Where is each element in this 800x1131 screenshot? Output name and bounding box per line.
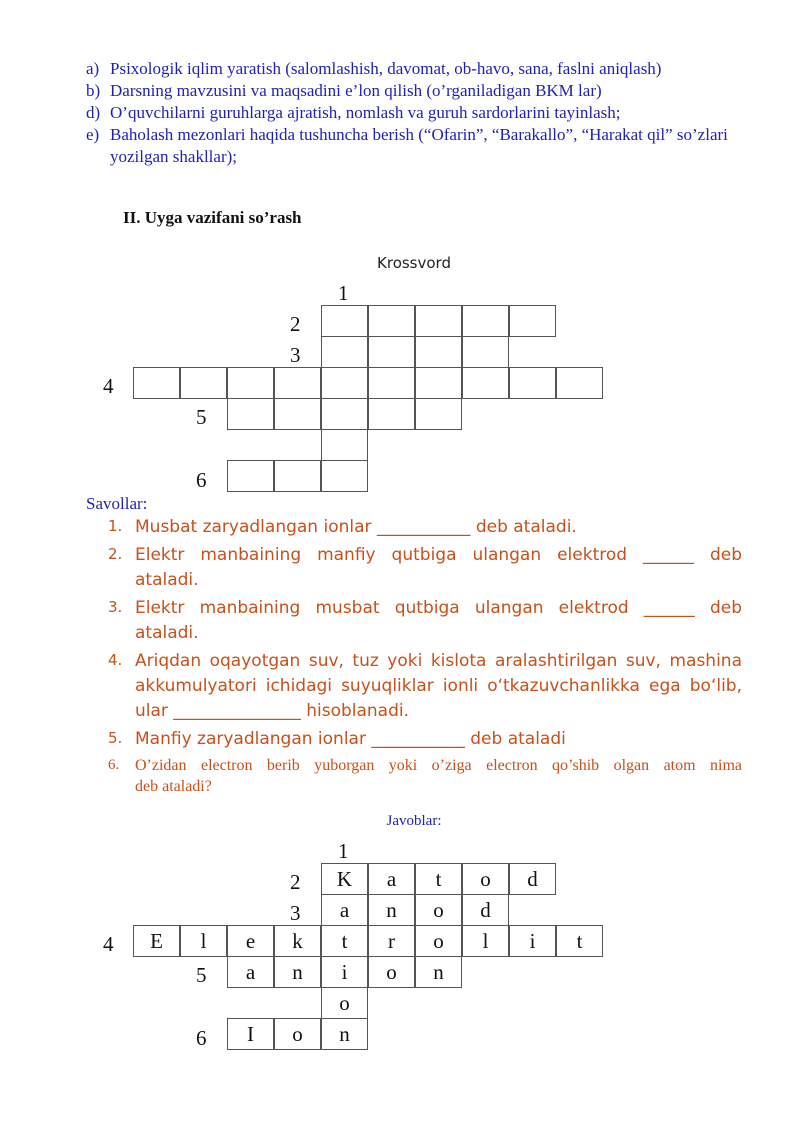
answer-cell: l	[180, 925, 227, 957]
answer-cell: t	[321, 925, 368, 957]
answer-cell: E	[133, 925, 180, 957]
intro-marker: b)	[86, 81, 101, 100]
question-line: ataladi.	[135, 570, 199, 590]
answer-cell: n	[368, 894, 415, 926]
crossword-cell[interactable]	[509, 367, 556, 399]
questions-label: Savollar:	[86, 494, 148, 513]
answers-number: 5	[196, 963, 207, 987]
crossword-cell[interactable]	[368, 336, 415, 368]
crossword-number: 3	[290, 343, 301, 367]
answer-cell: a	[368, 863, 415, 895]
crossword-cell[interactable]	[227, 460, 274, 492]
answer-cell: e	[227, 925, 274, 957]
question-item	[108, 596, 742, 646]
answer-cell: n	[321, 1018, 368, 1050]
question-number: 1.	[108, 517, 123, 535]
answer-cell: d	[462, 894, 509, 926]
answers-number: 4	[103, 932, 114, 956]
intro-item	[86, 124, 746, 168]
crossword-number: 1	[338, 281, 349, 305]
crossword-number: 5	[196, 405, 207, 429]
question-line: deb ataladi?	[135, 778, 212, 795]
crossword-cell[interactable]	[321, 429, 368, 461]
crossword-cell[interactable]	[368, 305, 415, 337]
answer-cell: o	[415, 894, 462, 926]
question-item	[108, 515, 742, 540]
answer-cell: K	[321, 863, 368, 895]
crossword-cell[interactable]	[321, 398, 368, 430]
crossword-cell[interactable]	[415, 305, 462, 337]
answer-cell: d	[509, 863, 556, 895]
crossword-cell[interactable]	[415, 398, 462, 430]
questions-list	[108, 515, 742, 800]
crossword-number: 2	[290, 312, 301, 336]
answer-cell: i	[321, 956, 368, 988]
question-item	[108, 649, 742, 724]
answer-cell: r	[368, 925, 415, 957]
answer-cell: o	[462, 863, 509, 895]
intro-item	[86, 58, 746, 80]
answers-number: 1	[338, 839, 349, 863]
crossword-cell[interactable]	[274, 367, 321, 399]
question-line: ataladi.	[135, 623, 199, 643]
crossword-cell[interactable]	[509, 305, 556, 337]
answer-cell: t	[556, 925, 603, 957]
crossword-cell[interactable]	[180, 367, 227, 399]
crossword-cell[interactable]	[321, 367, 368, 399]
intro-item	[86, 80, 746, 102]
answers-title: Javoblar:	[386, 813, 442, 829]
crossword-cell[interactable]	[321, 336, 368, 368]
answers-number: 3	[290, 901, 301, 925]
answers-number: 2	[290, 870, 301, 894]
question-number: 4.	[108, 651, 123, 669]
crossword-cell[interactable]	[274, 460, 321, 492]
question-number: 5.	[108, 729, 123, 747]
intro-text: Baholash mezonlari haqida tushuncha berish (“Ofarin”, “Barakallo”, “Harakat qil” so’zlari yozilgan shakllar);	[110, 125, 728, 166]
answer-cell: o	[368, 956, 415, 988]
question-text: Manfiy zaryadlangan ionlar ___________ deb ataladi	[135, 729, 566, 749]
crossword-number: 4	[103, 374, 114, 398]
crossword-cell[interactable]	[227, 398, 274, 430]
question-text	[135, 649, 742, 724]
crossword-number: 6	[196, 468, 207, 492]
answer-cell: i	[509, 925, 556, 957]
intro-item	[86, 102, 746, 124]
question-item	[108, 755, 742, 797]
answers-number: 6	[196, 1026, 207, 1050]
answer-cell: a	[227, 956, 274, 988]
crossword-cell[interactable]	[368, 367, 415, 399]
question-line: O’zidan electron berib yuborgan yoki o’ziga electron qo’shib olgan atom nima	[135, 757, 742, 774]
crossword-cell[interactable]	[368, 398, 415, 430]
answer-cell: n	[415, 956, 462, 988]
crossword-title: Krossvord	[377, 254, 451, 272]
intro-text: Psixologik iqlim yaratish (salomlashish, davomat, ob-havo, sana, faslni aniqlash)	[110, 59, 662, 78]
intro-marker: d)	[86, 103, 101, 122]
answer-cell: a	[321, 894, 368, 926]
crossword-cell[interactable]	[462, 305, 509, 337]
question-line: Ariqdan oqayotgan suv, tuz yoki kislota aralashtirilgan suv, mashina	[135, 651, 742, 671]
crossword-cell[interactable]	[415, 367, 462, 399]
answer-cell: t	[415, 863, 462, 895]
answer-cell: n	[274, 956, 321, 988]
question-number: 3.	[108, 598, 123, 616]
answer-cell: o	[274, 1018, 321, 1050]
answer-cell: o	[321, 987, 368, 1019]
question-text: Musbat zaryadlangan ionlar ___________ deb ataladi.	[135, 517, 577, 537]
question-item	[108, 727, 742, 752]
intro-list	[86, 58, 746, 168]
question-text	[135, 755, 742, 797]
crossword-cell[interactable]	[462, 336, 509, 368]
intro-text: O’quvchilarni guruhlarga ajratish, nomlash va guruh sardorlarini tayinlash;	[110, 103, 621, 122]
crossword-cell[interactable]	[321, 460, 368, 492]
question-line: Elektr manbaining manfiy qutbiga ulangan elektrod ______ deb	[135, 545, 742, 565]
crossword-cell[interactable]	[321, 305, 368, 337]
question-number: 2.	[108, 545, 123, 563]
answer-cell: k	[274, 925, 321, 957]
answer-cell: l	[462, 925, 509, 957]
question-text	[135, 543, 742, 593]
question-line: Elektr manbaining musbat qutbiga ulangan elektrod ______ deb	[135, 598, 742, 618]
answer-cell: o	[415, 925, 462, 957]
section-heading: II. Uyga vazifani so’rash	[123, 208, 302, 227]
crossword-cell[interactable]	[462, 367, 509, 399]
crossword-cell[interactable]	[415, 336, 462, 368]
crossword-cell[interactable]	[227, 367, 274, 399]
intro-marker: a)	[86, 59, 100, 78]
answer-cell: I	[227, 1018, 274, 1050]
intro-text: Darsning mavzusini va maqsadini e’lon qilish (o’rganiladigan BKM lar)	[110, 81, 602, 100]
crossword-cell[interactable]	[133, 367, 180, 399]
question-number: 6.	[108, 757, 120, 773]
question-line: ular _______________ hisoblanadi.	[135, 701, 410, 721]
crossword-cell[interactable]	[556, 367, 603, 399]
intro-marker: e)	[86, 125, 100, 144]
question-line: akkumulyatori ichidagi suyuqliklar ionli o‘tkazuvchanlikka ega bo‘lib,	[135, 676, 742, 696]
question-text	[135, 596, 742, 646]
question-item	[108, 543, 742, 593]
crossword-cell[interactable]	[274, 398, 321, 430]
